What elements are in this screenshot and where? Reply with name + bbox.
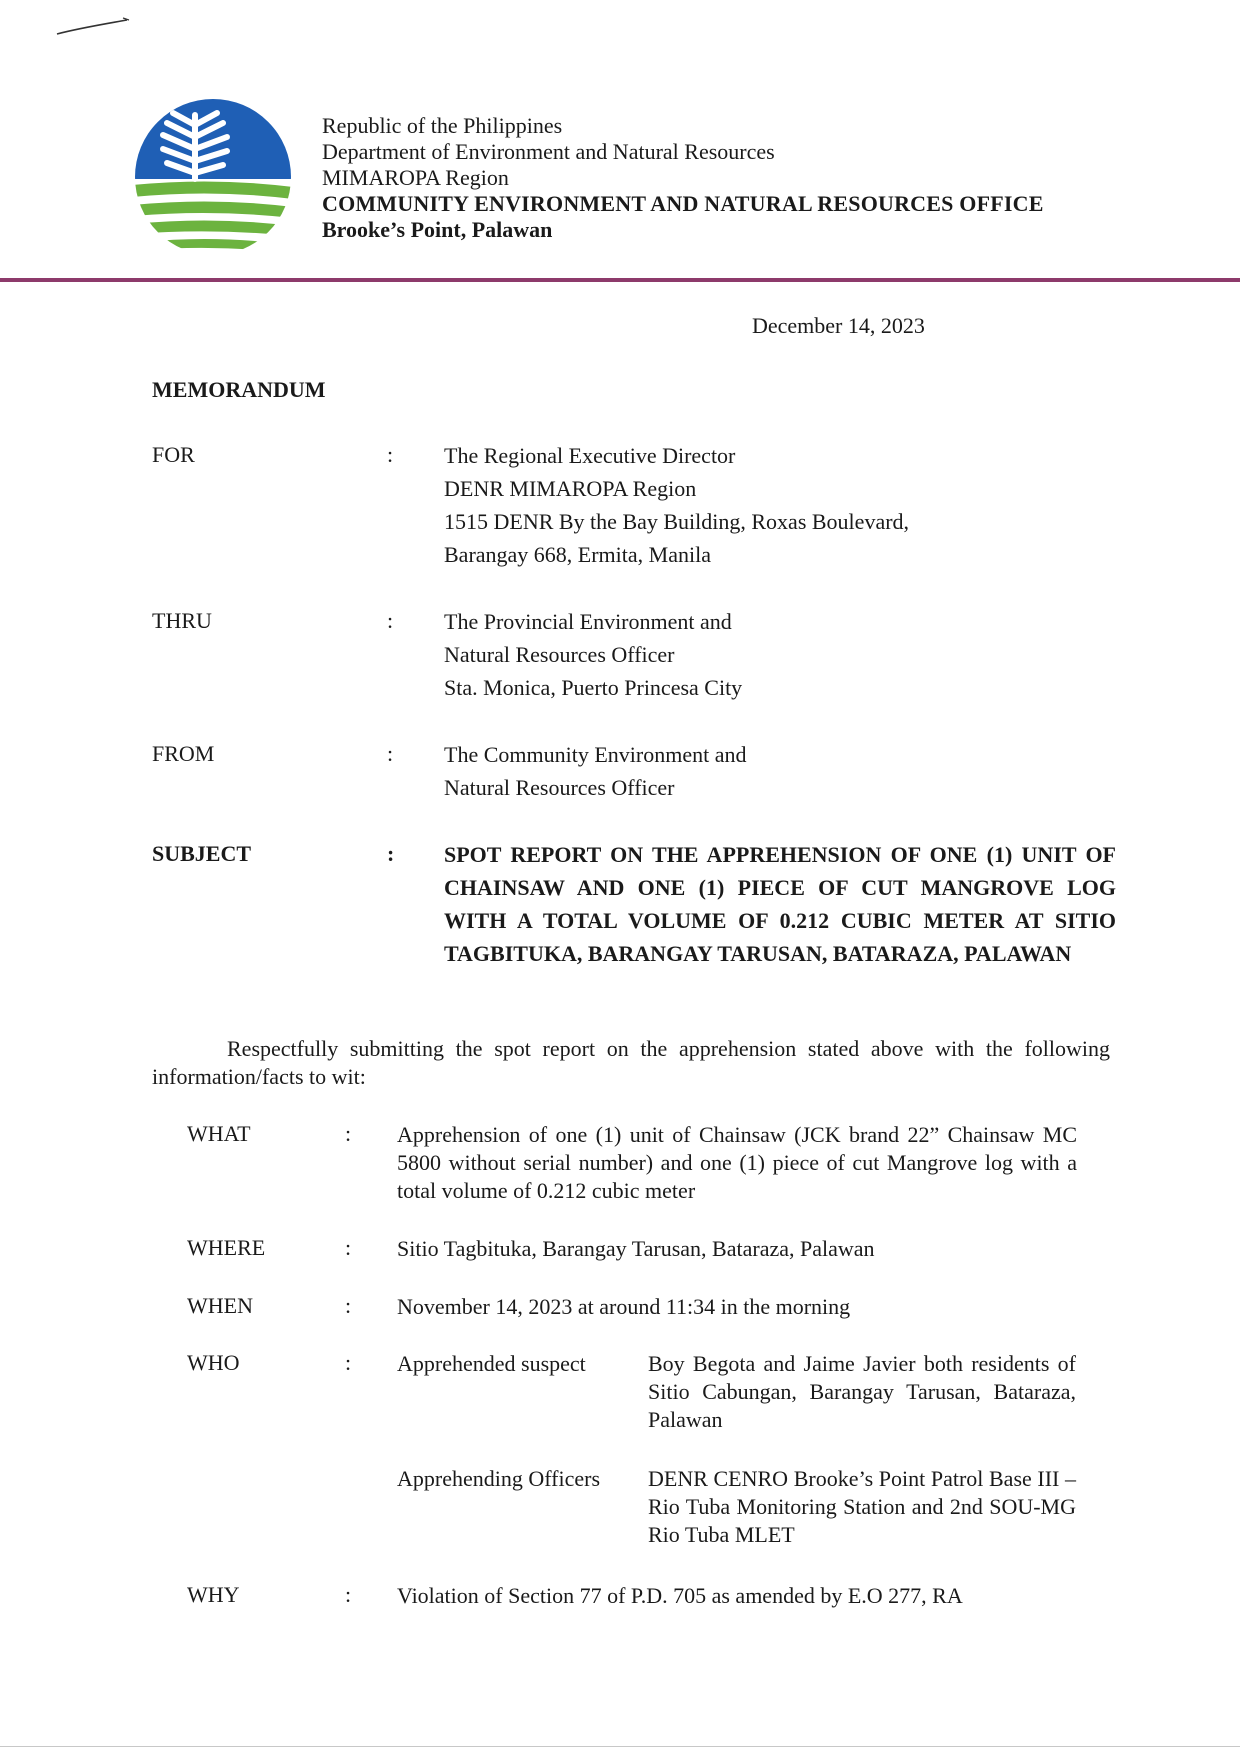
why-label: WHY xyxy=(187,1582,240,1607)
denr-logo-icon xyxy=(133,97,293,257)
officers-label: Apprehending Officers xyxy=(397,1466,601,1491)
for-line: The Regional Executive Director xyxy=(444,443,736,468)
thru-line: Natural Resources Officer xyxy=(444,642,675,667)
for-recipient xyxy=(444,439,1116,571)
thru-line: The Provincial Environment and xyxy=(444,609,732,634)
intro-paragraph: Respectfully submitting the spot report on the apprehension stated above with the following information/facts to wit: xyxy=(152,1036,1110,1089)
for-line: 1515 DENR By the Bay Building, Roxas Boulevard, xyxy=(444,509,910,534)
who-colon: : xyxy=(345,1350,352,1375)
thru-line: Sta. Monica, Puerto Princesa City xyxy=(444,675,743,700)
page-bottom-edge xyxy=(0,1746,1240,1747)
for-label: FOR xyxy=(152,442,195,467)
what-value: Apprehension of one (1) unit of Chainsaw (JCK brand 22” Chainsaw MC 5800 without serial number) and one (1) piece of cut Mangrove log with a total volume of 0.212 cubic meter xyxy=(397,1122,1077,1203)
thru-colon: : xyxy=(387,608,394,633)
thru-recipient xyxy=(444,605,1116,704)
for-line: Barangay 668, Ermita, Manila xyxy=(444,542,711,567)
subject-text: SPOT REPORT ON THE APPREHENSION OF ONE (1) UNIT OF CHAINSAW AND ONE (1) PIECE OF CUT MANGROVE LOG WITH A TOTAL VOLUME OF 0.212 CUBIC METER AT SITIO TAGBITUKA, BARANGAY TARUSAN, BATARAZA, PALAWAN xyxy=(444,842,1116,966)
when-label: WHEN xyxy=(187,1293,253,1318)
what-colon: : xyxy=(345,1121,352,1146)
thru-label: THRU xyxy=(152,608,212,633)
where-value: Sitio Tagbituka, Barangay Tarusan, Bataraza, Palawan xyxy=(397,1236,875,1261)
from-label: FROM xyxy=(152,741,215,766)
who-label: WHO xyxy=(187,1350,240,1375)
what-label: WHAT xyxy=(187,1121,251,1146)
for-colon: : xyxy=(387,442,394,467)
when-value: November 14, 2023 at around 11:34 in the morning xyxy=(397,1294,851,1319)
for-line: DENR MIMAROPA Region xyxy=(444,476,697,501)
letterhead-office: COMMUNITY ENVIRONMENT AND NATURAL RESOURCES OFFICE xyxy=(322,191,1044,216)
why-value: Violation of Section 77 of P.D. 705 as amended by E.O 277, RA xyxy=(397,1583,963,1608)
subject-colon: : xyxy=(387,841,395,866)
memo-title: MEMORANDUM xyxy=(152,377,326,402)
from-colon: : xyxy=(387,741,394,766)
from-line: The Community Environment and xyxy=(444,742,747,767)
officers-value: DENR CENRO Brooke’s Point Patrol Base III – Rio Tuba Monitoring Station and 2nd SOU-MG Rio Tuba MLET xyxy=(648,1466,1076,1547)
from-sender xyxy=(444,738,1116,804)
why-colon: : xyxy=(345,1582,352,1607)
from-line: Natural Resources Officer xyxy=(444,775,675,800)
letterhead xyxy=(322,113,1044,243)
letterhead-republic: Republic of the Philippines xyxy=(322,113,563,138)
letterhead-region: MIMAROPA Region xyxy=(322,165,509,190)
when-colon: : xyxy=(345,1293,352,1318)
header-divider xyxy=(0,278,1240,282)
suspect-label: Apprehended suspect xyxy=(397,1351,586,1376)
subject-label: SUBJECT xyxy=(152,841,252,866)
where-label: WHERE xyxy=(187,1235,266,1260)
letterhead-department: Department of Environment and Natural Resources xyxy=(322,139,775,164)
where-colon: : xyxy=(345,1235,352,1260)
suspect-value: Boy Begota and Jaime Javier both residents of Sitio Cabungan, Barangay Tarusan, Bataraza, Palawan xyxy=(648,1351,1076,1432)
pen-stroke-mark xyxy=(55,16,130,38)
memo-date: December 14, 2023 xyxy=(752,313,925,338)
letterhead-location: Brooke’s Point, Palawan xyxy=(322,217,553,242)
